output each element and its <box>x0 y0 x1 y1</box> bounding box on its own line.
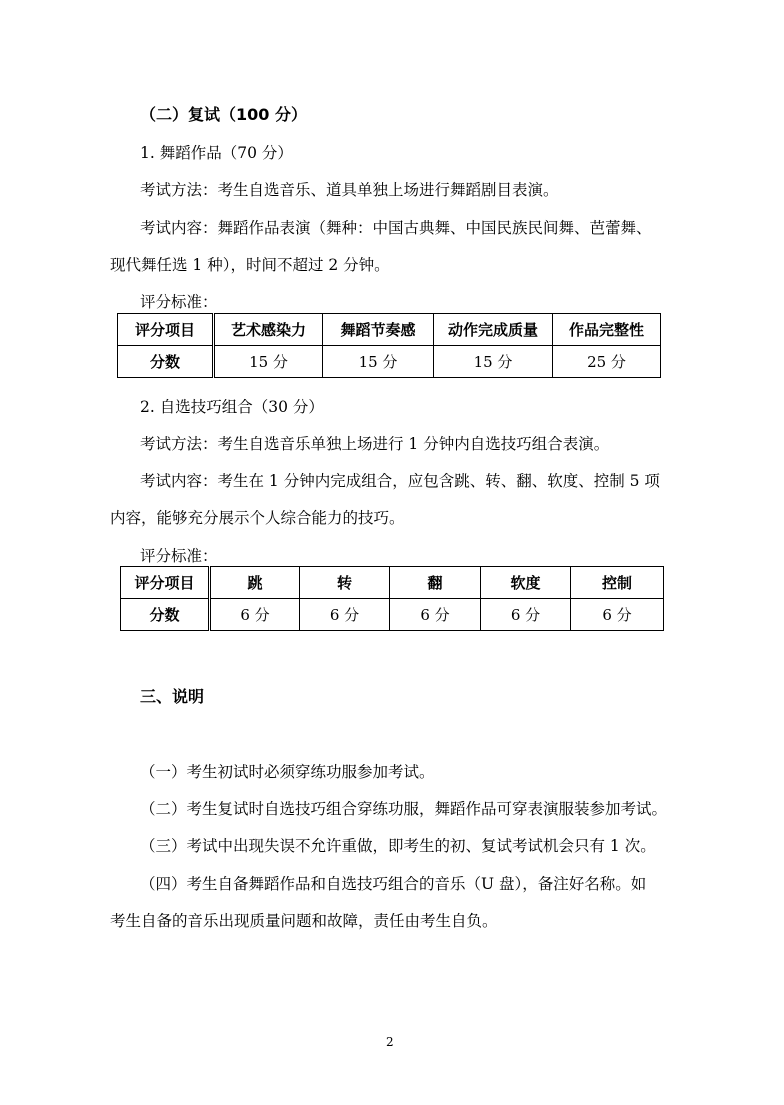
table-header-cell: 评分项目 <box>121 567 210 599</box>
notes-heading: 三、说明 <box>140 687 205 706</box>
table-header-cell: 作品完整性 <box>553 314 661 346</box>
table-cell: 25 分 <box>553 346 661 378</box>
table-row <box>121 599 664 631</box>
table-header-cell: 跳 <box>210 567 300 599</box>
note-4-line2: 考生自备的音乐出现质量问题和故障，责任由考生自负。 <box>110 912 498 930</box>
note-4-line1: （四）考生自备舞蹈作品和自选技巧组合的音乐（U 盘），备注好名称。如 <box>140 875 647 893</box>
item1-content-line1: 考试内容：舞蹈作品表演（舞种：中国古典舞、中国民族民间舞、芭蕾舞、 <box>140 219 652 237</box>
table-header-cell: 舞蹈节奏感 <box>323 314 434 346</box>
table-cell: 6 分 <box>481 599 571 631</box>
item2-content-line1: 考试内容：考生在 1 分钟内完成组合，应包含跳、转、翻、软度、控制 5 项 <box>140 472 660 490</box>
table-row-label: 分数 <box>118 346 214 378</box>
table-cell: 6 分 <box>390 599 481 631</box>
item1-criteria-label: 评分标准： <box>140 293 218 311</box>
note-1: （一）考生初试时必须穿练功服参加考试。 <box>140 763 435 781</box>
table-cell: 15 分 <box>323 346 434 378</box>
item1-content-line2: 现代舞任选 1 种），时间不超过 2 分钟。 <box>110 256 390 274</box>
table-header-cell: 动作完成质量 <box>434 314 553 346</box>
table-header-cell: 评分项目 <box>118 314 214 346</box>
table-cell: 6 分 <box>210 599 300 631</box>
item1-title: 1. 舞蹈作品（70 分） <box>140 144 293 162</box>
table-cell: 6 分 <box>300 599 390 631</box>
page-number: 2 <box>386 1035 394 1049</box>
table-cell: 6 分 <box>571 599 664 631</box>
table-header-cell: 软度 <box>481 567 571 599</box>
table-header-cell: 转 <box>300 567 390 599</box>
table-header-cell: 翻 <box>390 567 481 599</box>
table-cell: 15 分 <box>214 346 323 378</box>
item2-content-line2: 内容，能够充分展示个人综合能力的技巧。 <box>110 509 405 527</box>
item2-title: 2. 自选技巧组合（30 分） <box>140 398 324 416</box>
table-row <box>121 567 664 599</box>
technique-score-table <box>120 566 664 631</box>
table-row <box>118 314 661 346</box>
dance-work-score-table <box>117 313 661 378</box>
table-header-cell: 控制 <box>571 567 664 599</box>
retest-heading: （二）复试（100 分） <box>140 105 307 124</box>
item2-criteria-label: 评分标准： <box>140 547 218 565</box>
note-2: （二）考生复试时自选技巧组合穿练功服，舞蹈作品可穿表演服装参加考试。 <box>140 800 668 818</box>
table-row-label: 分数 <box>121 599 210 631</box>
table-cell: 15 分 <box>434 346 553 378</box>
note-3: （三）考试中出现失误不允许重做，即考生的初、复试考试机会只有 1 次。 <box>140 837 656 855</box>
item1-method: 考试方法：考生自选音乐、道具单独上场进行舞蹈剧目表演。 <box>140 181 559 199</box>
item2-method: 考试方法：考生自选音乐单独上场进行 1 分钟内自选技巧组合表演。 <box>140 435 610 453</box>
table-row <box>118 346 661 378</box>
table-header-cell: 艺术感染力 <box>214 314 323 346</box>
